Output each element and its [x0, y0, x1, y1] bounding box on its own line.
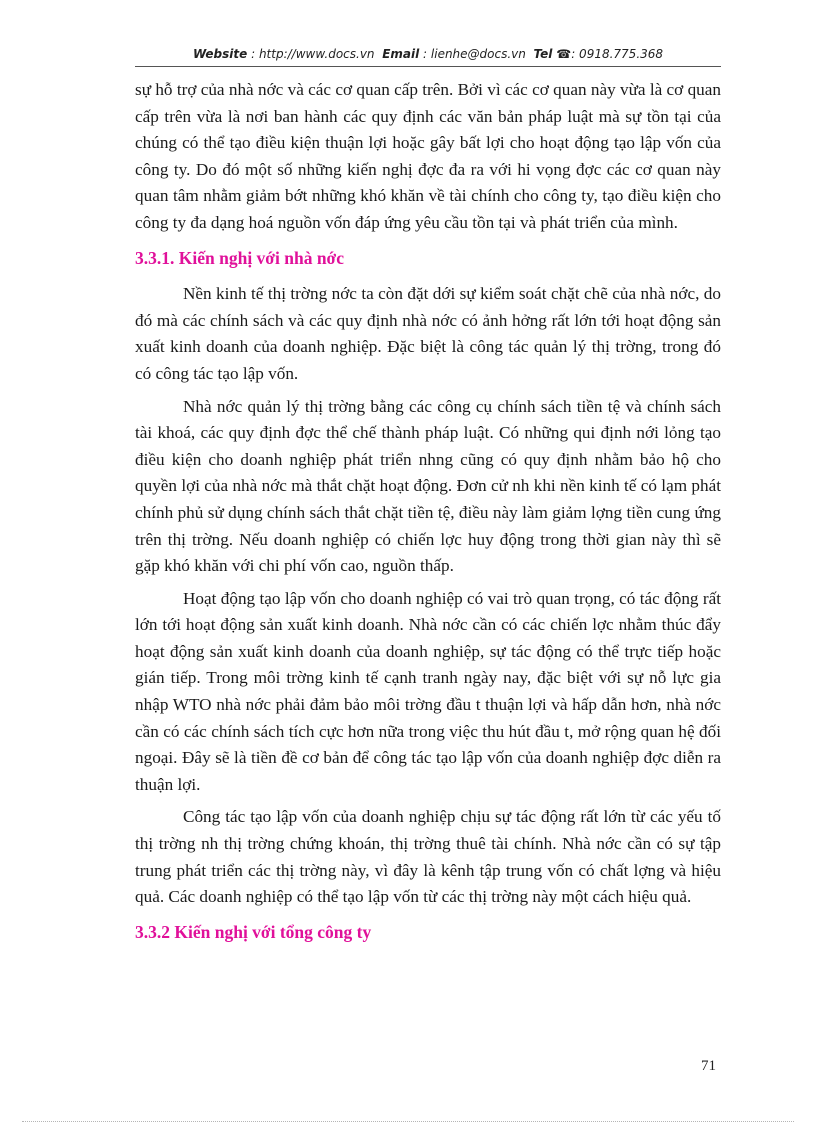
paragraph-2: Nhà nớc quản lý thị trờng bằng các công cụ chính sách tiền tệ và chính sách tài khoá, các quy định đợc thể chế thành pháp luật. Có những qui định nới lỏng tạo điều kiện cho doanh nghiệp phát triển nhng cũng có quy định nhằm bảo hộ cho quyền lợi của nhà nớc mà thắt chặt hoạt động. Đơn cử nh khi nền kinh tế có lạm phát chính phủ sử dụng chính sách thắt chặt tiền tệ, điều này làm giảm lợng tiền cung ứng trên thị trờng. Nếu doanh nghiệp có chiến lợc huy động trong thời gian này thì sẽ gặp khó khăn với chi phí vốn cao, nguồn thấp. — [135, 396, 721, 576]
tel-value: : 0918.775.368 — [571, 47, 664, 61]
header-divider — [135, 66, 721, 67]
paragraph-3: Hoạt động tạo lập vốn cho doanh nghiệp có vai trò quan trọng, có tác động rất lớn tới hoạt động sản xuất kinh doanh. Nhà nớc cần có các chiến lợc nhằm thúc đẩy hoạt động sản xuất kinh doanh của doanh nghiệp, sự tác động có thể trực tiếp hoặc gián tiếp. Trong môi trờng kinh tế cạnh tranh ngày nay, đặc biệt với sự nỗ lực gia nhập WTO nhà nớc phải đảm bảo môi trờng đầu t thuận lợi và hấp dẫn hơn, nhà nớc cần có các chính sách tích cực hơn nữa trong việc thu hút đầu t, mở rộng quan hệ đối ngoại. Đây sẽ là tiền đề cơ bản để công tác tạo lập vốn của doanh nghiệp đợc diễn ra thuận lợi. — [135, 588, 721, 794]
paragraph-4: Công tác tạo lập vốn của doanh nghiệp chịu sự tác động rất lớn từ các yếu tố thị trờng nh thị trờng chứng khoán, thị trờng thuê tài chính. Nhà nớc cần có sự tập trung phát triển các thị trờng này, vì đây là kênh tập trung vốn có chất lợng và hiệu quả. Các doanh nghiệp có thể tạo lập vốn từ các thị trờng này một cách hiệu quả. — [135, 807, 721, 907]
email-label: Email — [382, 47, 420, 61]
document-body — [135, 77, 721, 955]
phone-icon: ☎ — [556, 47, 572, 61]
website-value: : http://www.docs.vn — [251, 47, 375, 61]
paragraph-1: Nền kinh tế thị trờng nớc ta còn đặt dới sự kiểm soát chặt chẽ của nhà nớc, do đó mà các chính sách và các quy định nhà nớc có ảnh hởng rất lớn tới hoạt động sản xuất kinh doanh của doanh nghiệp. Đặc biệt là công tác quản lý thị trờng, trong đó có công tác tạo lập vốn. — [135, 284, 721, 383]
section-heading-3-3-2: 3.3.2 Kiến nghị với tổng công ty — [135, 921, 372, 942]
intro-paragraph: sự hỗ trợ của nhà nớc và các cơ quan cấp trên. Bởi vì các cơ quan này vừa là cơ quan cấp trên vừa là nơi ban hành các quy định các văn bản pháp luật mà sự tồn tại của chúng có thể tạo điều kiện thuận lợi hoặc gây bất lợi cho hoạt động tạo lập vốn của công ty. Do đó một số những kiến nghị đợc đa ra với hi vọng đợc các cơ quan này quan tâm nhằm giảm bớt những khó khăn về tài chính cho công ty, tạo điều kiện cho công ty đa dạng hoá nguồn vốn đáp ứng yêu cầu tồn tại và phát triển của mình. — [135, 80, 721, 232]
tel-label: Tel — [533, 47, 553, 61]
page-number: 71 — [701, 1058, 716, 1074]
page-bottom-divider — [22, 1121, 794, 1122]
section-heading-3-3-1: 3.3.1. Kiến nghị với nhà nớc — [135, 247, 345, 268]
email-value: : lienhe@docs.vn — [423, 47, 526, 61]
website-label: Website — [192, 47, 248, 61]
page-header — [135, 47, 721, 61]
